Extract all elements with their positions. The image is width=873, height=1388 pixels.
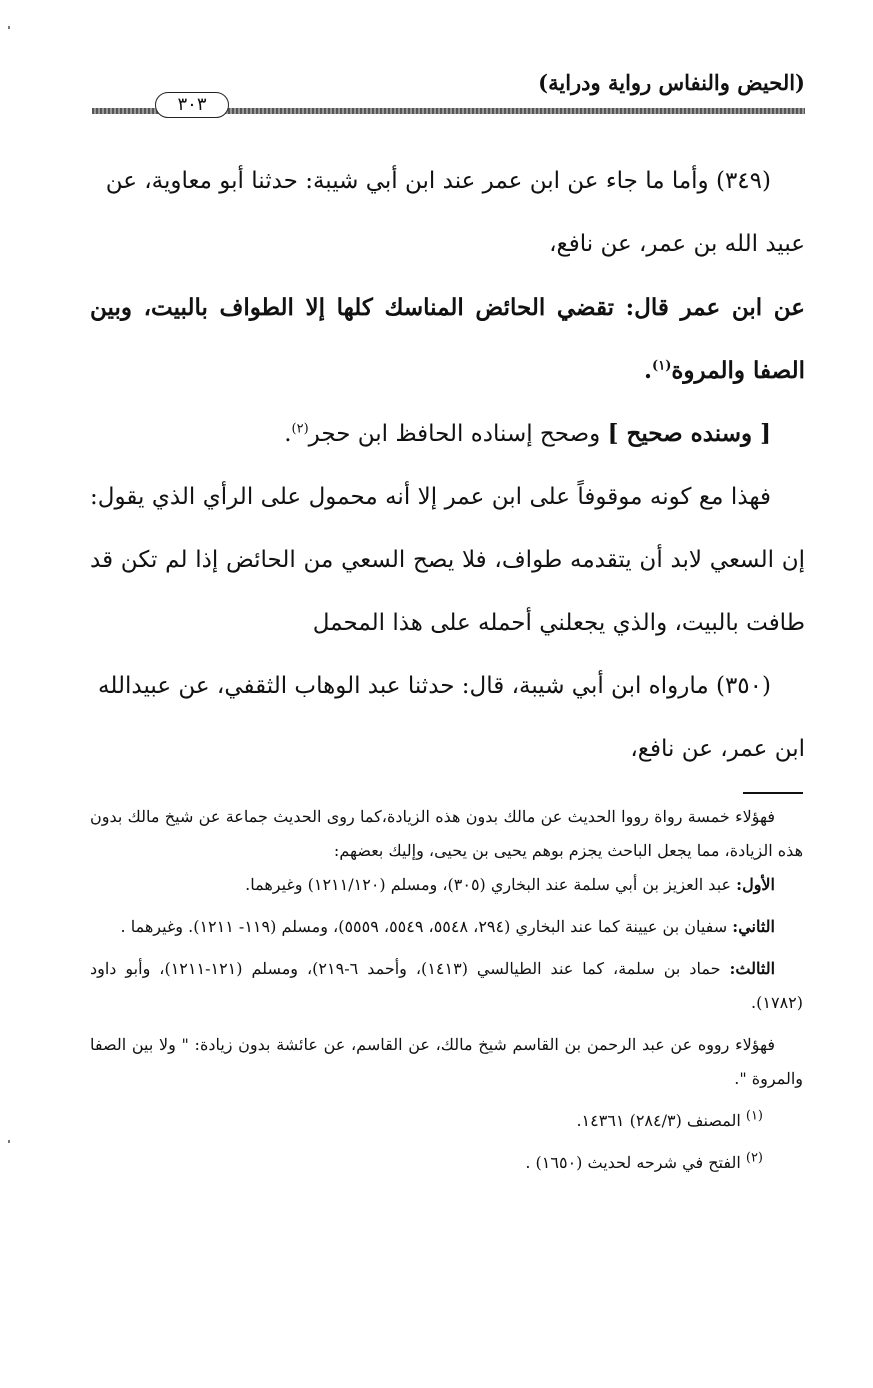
running-title: (الحيض والنفاس رواية ودراية) <box>538 70 805 95</box>
footnotes <box>90 800 803 1180</box>
paragraph-349-line2: عبيد الله بن عمر، عن نافع، <box>549 231 805 257</box>
main-text <box>90 150 805 781</box>
footnote-second-label: الثاني: <box>732 917 775 936</box>
paragraph-350-line2: ابن عمر، عن نافع، <box>630 736 805 762</box>
grading-text: وصحح إسناده الحافظ ابن حجر <box>308 421 601 447</box>
commentary-paragraph: فهذا مع كونه موقوفاً على ابن عمر إلا أنه محمول على الرأي الذي يقول: إن السعي لابد أن يتقدمه طواف، فلا يصح السعي من الحائض إذا لم تكن قد طافت بالبيت، والذي يجعلني أحمله على هذا المحمل <box>90 484 805 636</box>
footnote-third-text: حماد بن سلمة، كما عند الطيالسي (١٤١٣)، وأحمد ٦-٢١٩)، ومسلم (١٢١-١٢١١)، وأبو داود (١٧٨٢). <box>90 959 803 1012</box>
footnote-second <box>90 910 803 944</box>
grading-line: [ وسنده صحيح ] وصحح إسناده الحافظ ابن حجر$^{(٢)}$. <box>284 420 771 447</box>
footnote-separator <box>743 792 803 794</box>
footnote-first-label: الأول: <box>736 875 775 894</box>
page-number: ٣٠٣ <box>155 92 229 118</box>
footnote-third <box>90 952 803 1020</box>
grading-bracket: [ وسنده صحيح ] <box>607 420 771 447</box>
footnote-intro: فهؤلاء خمسة رواة رووا الحديث عن مالك بدون هذه الزيادة،كما روى الحديث جماعة عن شيخ مالك بدون هذه الزيادة، مما يجعل الباحث يجزم بوهم يحيى بن يحيى، وإليك بعضهم: <box>90 807 803 860</box>
footnote-1 <box>90 1104 803 1138</box>
paragraph-350-line1: (٣٥٠) مارواه ابن أبي شيبة، قال: حدثنا عبد الوهاب الثقفي، عن عبيدالله <box>98 673 771 699</box>
footnote-1-text: المصنف (٢٨٤/٣) ١٤٣٦١. <box>576 1111 741 1130</box>
footnote-2-marker: (٢) <box>745 1150 763 1166</box>
paragraph-350 <box>90 655 805 781</box>
footnote-2 <box>90 1146 803 1180</box>
footnote-2-text: الفتح في شرحه لحديث (١٦٥٠) . <box>525 1153 741 1172</box>
paragraph-349-line1: (٣٤٩) وأما ما جاء عن ابن عمر عند ابن أبي شيبة: حدثنا أبو معاوية، عن <box>105 168 771 194</box>
footnote-closing: فهؤلاء رووه عن عبد الرحمن بن القاسم شيخ مالك، عن القاسم، عن عائشة بدون زيادة: " ولا بين الصفا والمروة ". <box>90 1035 803 1088</box>
footnote-first-text: عبد العزيز بن أبي سلمة عند البخاري (٣٠٥)، ومسلم (١٢١١/١٢٠) وغيرهما. <box>245 875 732 894</box>
margin-mark <box>8 26 10 29</box>
hadith-text: عن ابن عمر قال: تقضي الحائض المناسك كلها إلا الطواف بالبيت، وبين الصفا والمروة$^{(١)}$. <box>90 294 805 384</box>
footnote-ref-1: (١) <box>652 358 672 374</box>
footnote-first <box>90 868 803 902</box>
footnote-second-text: سفيان بن عيينة كما عند البخاري (٢٩٤، ٥٥٤٨، ٥٥٤٩، ٥٥٥٩)، ومسلم (١١٩- ١٢١١). وغيرهما . <box>120 917 728 936</box>
footnote-third-label: الثالث: <box>729 959 776 978</box>
margin-mark <box>8 1140 10 1143</box>
hadith-body: عن ابن عمر قال: تقضي الحائض المناسك كلها إلا الطواف بالبيت، وبين الصفا والمروة <box>90 294 805 384</box>
paragraph-349 <box>90 150 805 276</box>
footnote-ref-2: (٢) <box>291 421 309 437</box>
footnote-1-marker: (١) <box>745 1108 763 1124</box>
